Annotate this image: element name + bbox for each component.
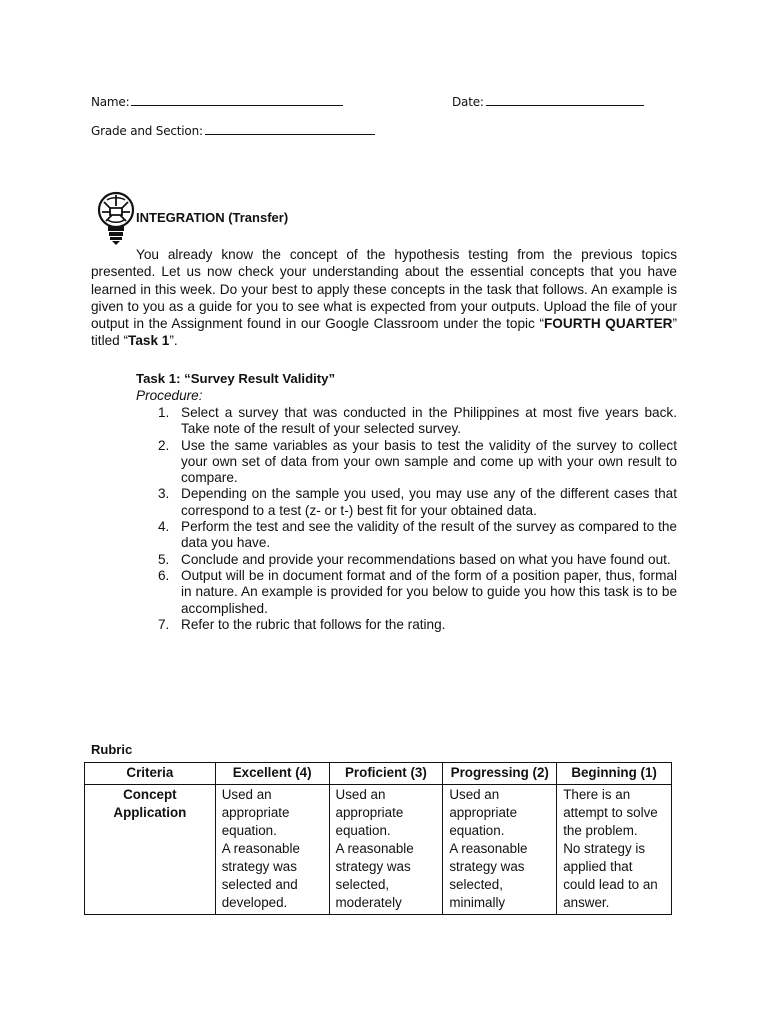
- rubric-title: Rubric: [91, 742, 133, 757]
- header-proficient: Proficient (3): [329, 763, 443, 785]
- progressing-cell: Used an appropriate equation. A reasonable strategy was selected, minimally: [443, 785, 557, 915]
- intro-bold-task: Task 1: [128, 333, 170, 349]
- date-field[interactable]: [452, 94, 644, 109]
- step-text: Conclude and provide your recommendations based on what you have found out.: [181, 551, 671, 567]
- procedure-list: [136, 405, 677, 633]
- step-text: Select a survey that was conducted in the Philippines at most five years back. Take note of the result of your selected survey.: [181, 405, 677, 437]
- rubric-table: [84, 762, 672, 915]
- step-text: Depending on the sample you used, you may use any of the different cases that correspond to a test (z- or t-) best fit for your obtained data.: [181, 486, 677, 518]
- header-beginning: Beginning (1): [557, 763, 672, 785]
- step-text: Perform the test and see the validity of the result of the survey as compared to the data you have.: [181, 519, 677, 551]
- grade-section-field[interactable]: [91, 123, 375, 138]
- name-field[interactable]: [91, 94, 343, 109]
- step-number: 4.: [158, 519, 170, 535]
- task-title: Task 1: “Survey Result Validity”: [136, 371, 336, 386]
- header-criteria: Criteria: [85, 763, 216, 785]
- section-title: INTEGRATION (Transfer): [136, 210, 289, 225]
- step-number: 2.: [158, 437, 170, 453]
- proficient-cell: Used an appropriate equation. A reasonable strategy was selected, moderately: [329, 785, 443, 915]
- step-text: Refer to the rubric that follows for the rating.: [181, 616, 446, 632]
- step-number: 3.: [158, 486, 170, 502]
- name-label: Name:: [91, 95, 130, 109]
- step-number: 6.: [158, 567, 170, 583]
- name-blank-line[interactable]: [131, 94, 343, 106]
- procedure-step-7: [136, 617, 677, 633]
- lightbulb-icon: [96, 190, 136, 248]
- procedure-step-5: [136, 552, 677, 568]
- procedure-step-6: [136, 568, 677, 617]
- table-row: [85, 785, 672, 915]
- step-text: Output will be in document format and of the form of a position paper, thus, formal in nature. An example is provided for you below to guide you how this task is to be accomplished.: [181, 567, 677, 616]
- grade-section-label: Grade and Section:: [91, 124, 203, 138]
- procedure-label: Procedure:: [136, 388, 203, 403]
- beginning-cell: There is an attempt to solve the problem. No strategy is applied that could lead to an answer.: [557, 785, 672, 915]
- date-blank-line[interactable]: [486, 94, 644, 106]
- header-excellent: Excellent (4): [215, 763, 329, 785]
- intro-paragraph: [91, 246, 677, 350]
- step-number: 7.: [158, 616, 170, 632]
- step-text: Use the same variables as your basis to test the validity of the survey to collect your own set of data from your own sample and come up with your own result to compare.: [181, 437, 677, 486]
- header-progressing: Progressing (2): [443, 763, 557, 785]
- procedure-step-3: [136, 486, 677, 519]
- procedure-step-2: [136, 438, 677, 487]
- excellent-cell: Used an appropriate equation. A reasonable strategy was selected and developed.: [215, 785, 329, 915]
- procedure-step-1: [136, 405, 677, 438]
- date-label: Date:: [452, 95, 484, 109]
- grade-section-blank-line[interactable]: [205, 123, 375, 135]
- procedure-step-4: [136, 519, 677, 552]
- criteria-cell: Concept Application: [85, 785, 216, 915]
- intro-text-2: ” titled “: [91, 316, 678, 349]
- step-number: 5.: [158, 551, 170, 567]
- step-number: 1.: [158, 405, 170, 420]
- rubric-header-row: [85, 763, 672, 785]
- intro-text-3: ”.: [169, 333, 178, 349]
- intro-bold-quarter: FOURTH QUARTER: [544, 316, 673, 332]
- intro-text-1: You already know the concept of the hypothesis testing from the previous topics presented. Let us now check your understanding about the essential concepts that you have learned in this week. Do your best to apply these concepts in the task that follows. An example is given to you as a guide for you to see what is expected from your outputs. Upload the file of your output in the Assignment found in our Google Classroom under the topic “: [91, 247, 677, 332]
